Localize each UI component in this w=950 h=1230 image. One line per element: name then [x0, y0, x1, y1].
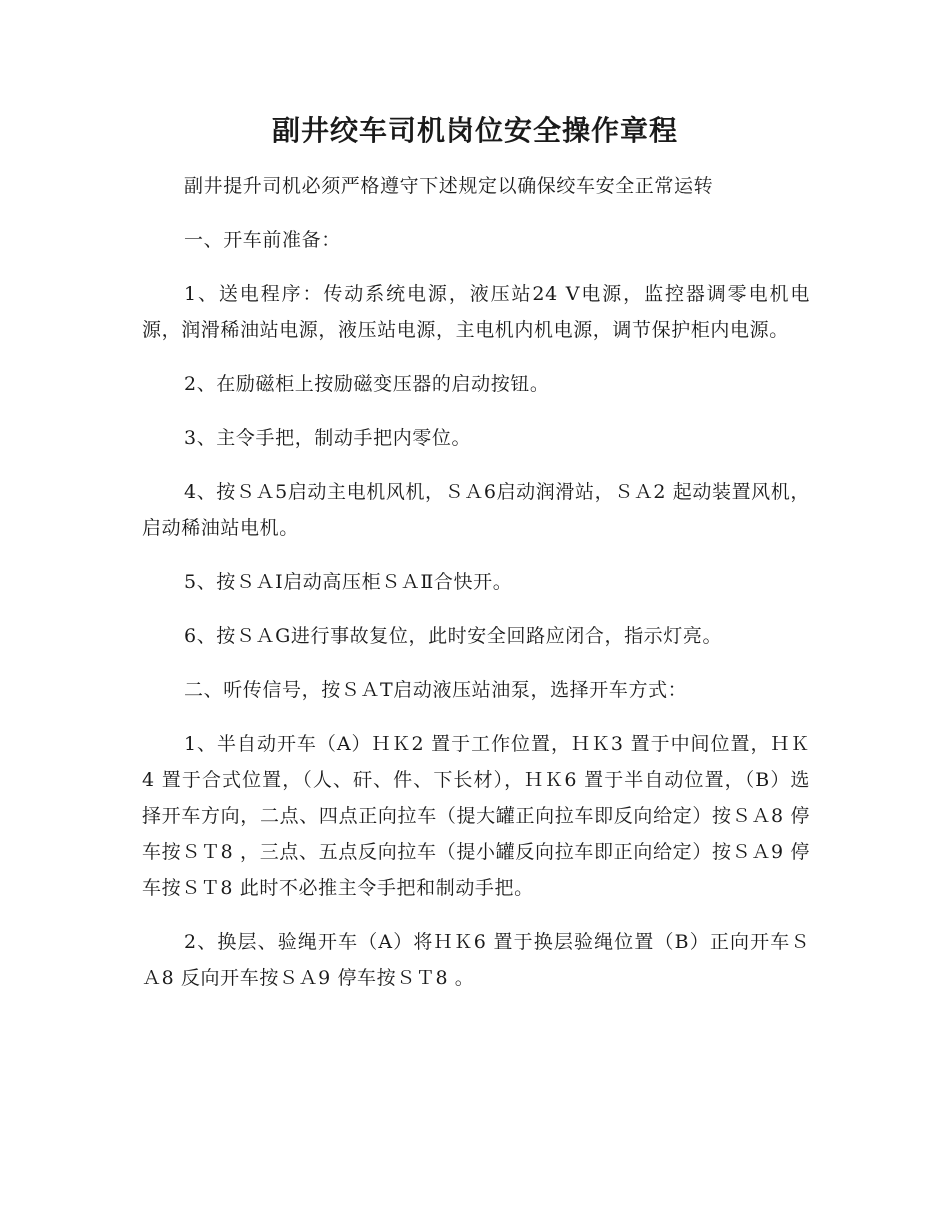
paragraph-1-2: 2、在励磁柜上按励磁变压器的启动按钮。 [184, 373, 550, 395]
paragraph-2-2: 2、换层、验绳开车（A）将ＨＫ6 置于换层验绳位置（B）正向开车ＳＡ8 反向开车按ＳＡ9 停车按ＳＴ8 。 [142, 931, 810, 989]
paragraph-2-1: 1、半自动开车（A）ＨＫ2 置于工作位置，ＨＫ3 置于中间位置，ＨＫ4 置于合式位置，（人、矸、件、下长材），ＨＫ6 置于半自动位置，（B）选择开车方向，二点、四点正向拉车（提大罐正向拉车即反向给定）按ＳＡ8 停车按ＳＴ8 ，三点、五点反向拉车（提小罐反向拉车即正向给定）按ＳＡ9 停车按ＳＴ8 此时不必推主令手把和制动手把。 [142, 733, 810, 899]
document-body [142, 168, 810, 1014]
paragraph-1-1: 1、送电程序：传动系统电源，液压站24 V电源，监控器调零电机电源，润滑稀油站电源，液压站电源，主电机内机电源，调节保护柜内电源。 [142, 283, 810, 341]
intro-paragraph: 副井提升司机必须严格遵守下述规定以确保绞车安全正常运转 [184, 175, 714, 197]
paragraph-1-5: 5、按ＳＡⅠ启动高压柜ＳＡⅡ合快开。 [184, 571, 513, 593]
section-heading-1: 一、开车前准备： [184, 229, 341, 251]
paragraph-1-4: 4、按ＳＡ5启动主电机风机，ＳＡ6启动润滑站，ＳＡ2 起动装置风机，启动稀油站电机。 [142, 481, 810, 539]
paragraph-1-3: 3、主令手把，制动手把内零位。 [184, 427, 472, 449]
document-title: 副井绞车司机岗位安全操作章程 [271, 114, 678, 147]
section-heading-2: 二、听传信号，按ＳＡT启动液压站油泵，选择开车方式： [184, 679, 688, 701]
paragraph-1-6: 6、按ＳＡG进行事故复位，此时安全回路应闭合，指示灯亮。 [184, 625, 723, 647]
